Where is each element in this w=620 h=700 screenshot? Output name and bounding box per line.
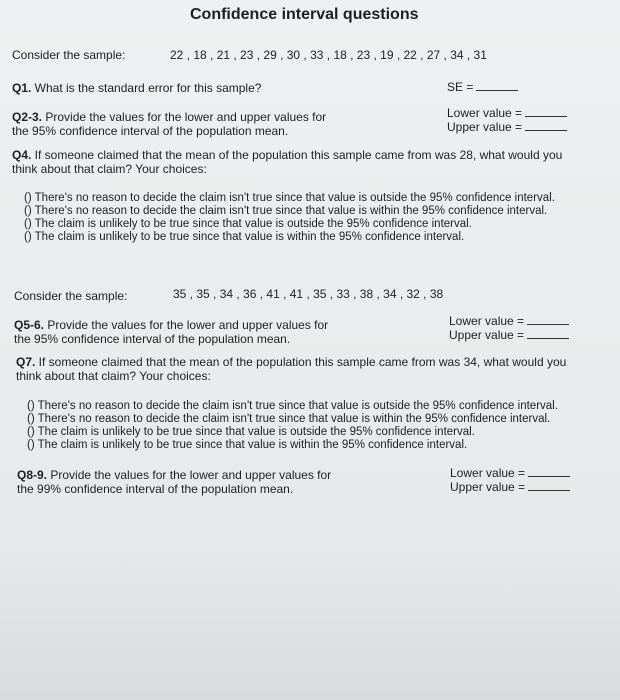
q4-line2: think about that claim? Your choices: <box>12 162 207 176</box>
q1-question <box>12 81 261 95</box>
q4-choice[interactable]: () The claim is unlikely to be true since that value is outside the 95% confidence interval. <box>24 218 472 230</box>
page-title: Confidence interval questions <box>190 6 419 23</box>
q5-6-number: Q5-6. <box>14 318 45 332</box>
lower-value-label: Lower value = <box>450 466 526 480</box>
q7-choice[interactable]: () There's no reason to decide the claim isn't true since that value is outside the 95% confidence interval. <box>27 400 558 412</box>
q8-9-line2: the 99% confidence interval of the population mean. <box>17 482 294 496</box>
q7-choice[interactable]: () The claim is unlikely to be true since that value is outside the 95% confidence interval. <box>27 426 475 438</box>
q5-6-answers <box>449 314 569 342</box>
q4-choice[interactable]: () There's no reason to decide the claim isn't true since that value is outside the 95% confidence interval. <box>24 192 555 204</box>
q7-choices <box>27 400 558 452</box>
q8-9-number: Q8-9. <box>17 468 48 482</box>
q2-3-number: Q2-3. <box>12 110 43 124</box>
q4-line1: If someone claimed that the mean of the population this sample came from was 28, what would you <box>31 148 563 162</box>
lower-value-blank[interactable] <box>525 107 567 117</box>
q4-choice[interactable]: () There's no reason to decide the claim isn't true since that value is within the 95% confidence interval. <box>24 205 548 217</box>
se-blank[interactable] <box>476 81 518 91</box>
q5-6-line2: the 95% confidence interval of the population mean. <box>14 332 291 346</box>
upper-value-label: Upper value = <box>450 480 526 494</box>
se-label: SE = <box>447 80 474 94</box>
q4-number: Q4. <box>12 148 32 162</box>
q2-3-line2: the 95% confidence interval of the population mean. <box>12 124 289 138</box>
sample-1-values: 22 , 18 , 21 , 23 , 29 , 30 , 33 , 18 , 23 , 19 , 22 , 27 , 34 , 31 <box>170 48 487 62</box>
q7-line1: If someone claimed that the mean of the population this sample came from was 34, what would you <box>35 355 567 369</box>
q7-number: Q7. <box>16 355 36 369</box>
q4-question <box>12 148 562 176</box>
q7-choice[interactable]: () There's no reason to decide the claim isn't true since that value is within the 95% confidence interval. <box>27 413 551 425</box>
page-shadow <box>0 540 620 700</box>
q8-9-answers <box>450 466 570 494</box>
q7-question <box>16 355 566 383</box>
q1-number: Q1. <box>12 81 32 95</box>
sample-2-values: 35 , 35 , 34 , 36 , 41 , 41 , 35 , 33 , 38 , 34 , 32 , 38 <box>173 287 444 301</box>
sample-2-label: Consider the sample: <box>14 289 128 303</box>
q7-line2: think about that claim? Your choices: <box>16 369 211 383</box>
upper-value-blank[interactable] <box>525 121 567 131</box>
q5-6-question <box>14 318 328 346</box>
lower-value-blank[interactable] <box>527 315 569 325</box>
q2-3-answers <box>447 106 567 134</box>
q4-choices <box>24 192 555 244</box>
q8-9-question <box>17 468 331 496</box>
q5-6-line1: Provide the values for the lower and upper values for <box>44 318 329 332</box>
q2-3-line1: Provide the values for the lower and upper values for <box>42 110 327 124</box>
lower-value-blank[interactable] <box>528 467 570 477</box>
q1-text: What is the standard error for this sample? <box>31 81 262 95</box>
upper-value-label: Upper value = <box>447 120 523 134</box>
lower-value-label: Lower value = <box>449 314 525 328</box>
q8-9-line1: Provide the values for the lower and upper values for <box>47 468 332 482</box>
q1-answer <box>447 80 518 94</box>
lower-value-label: Lower value = <box>447 106 523 120</box>
q2-3-question <box>12 110 326 138</box>
sample-1-label: Consider the sample: <box>12 48 126 62</box>
q4-choice[interactable]: () The claim is unlikely to be true since that value is within the 95% confidence interval. <box>24 231 465 243</box>
upper-value-blank[interactable] <box>527 329 569 339</box>
upper-value-blank[interactable] <box>528 481 570 491</box>
upper-value-label: Upper value = <box>449 328 525 342</box>
q7-choice[interactable]: () The claim is unlikely to be true since that value is within the 95% confidence interval. <box>27 439 468 451</box>
